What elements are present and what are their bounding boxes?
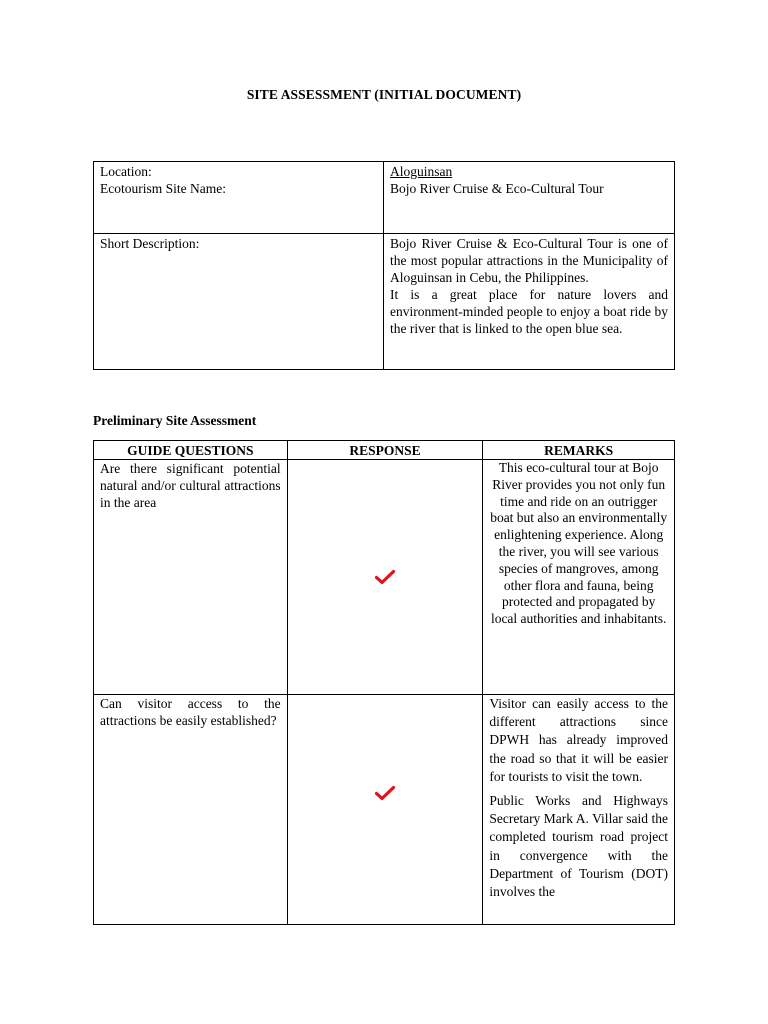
question-cell [94, 695, 288, 925]
checkmark-icon [375, 785, 395, 801]
header-response: RESPONSE [287, 441, 483, 460]
header-guide-questions: GUIDE QUESTIONS [94, 441, 288, 460]
remarks-text: This eco-cultural tour at Bojo River provides you not only fun time and ride on an outrigger boat but also an environmentally enlightening experience. Along the river, you will see various species of mangroves, among other flora and fauna, being protected and propagated by local authorities and inhabitants. [490, 460, 668, 627]
site-info-table [93, 161, 675, 370]
site-info-row-description [94, 234, 675, 370]
remarks-paragraph-1: Visitor can easily access to the different attractions since DPWH has already improved the road so that it will be easier for tourists to visit the town. [489, 696, 668, 784]
assessment-table [93, 440, 675, 925]
response-cell [287, 695, 483, 925]
preliminary-assessment-heading: Preliminary Site Assessment [93, 413, 257, 428]
response-cell [287, 460, 483, 695]
remarks-cell [483, 695, 675, 925]
location-label: Location: [100, 164, 152, 179]
header-remarks: REMARKS [483, 441, 675, 460]
assessment-header-row [94, 441, 675, 460]
description-label: Short Description: [100, 236, 200, 251]
site-info-values-cell [384, 162, 675, 234]
site-name-label: Ecotourism Site Name: [100, 181, 226, 196]
assessment-row [94, 695, 675, 925]
document-title: SITE ASSESSMENT (INITIAL DOCUMENT) [246, 87, 522, 102]
location-value: Aloguinsan [390, 164, 453, 179]
description-label-cell [94, 234, 384, 370]
site-info-labels-cell [94, 162, 384, 234]
checkmark-icon [375, 569, 395, 585]
remarks-paragraph-2: Public Works and Highways Secretary Mark A. Villar said the completed tourism road project in convergence with the Department of Tourism (DOT) involves the [489, 793, 668, 900]
question-text: Can visitor access to the attractions be easily established? [100, 696, 281, 728]
remarks-cell [483, 460, 675, 695]
site-name-value: Bojo River Cruise & Eco-Cultural Tour [390, 181, 604, 196]
assessment-row [94, 460, 675, 695]
description-value-cell [384, 234, 675, 370]
description-paragraph-1: Bojo River Cruise & Eco-Cultural Tour is one of the most popular attractions in the Municipality of Aloguinsan in Cebu, the Philippines. [390, 236, 668, 285]
question-text: Are there significant potential natural and/or cultural attractions in the area [100, 461, 281, 510]
site-info-row-location [94, 162, 675, 234]
question-cell [94, 460, 288, 695]
description-paragraph-2: It is a great place for nature lovers and environment-minded people to enjoy a boat ride by the river that is linked to the open blue sea. [390, 287, 668, 336]
